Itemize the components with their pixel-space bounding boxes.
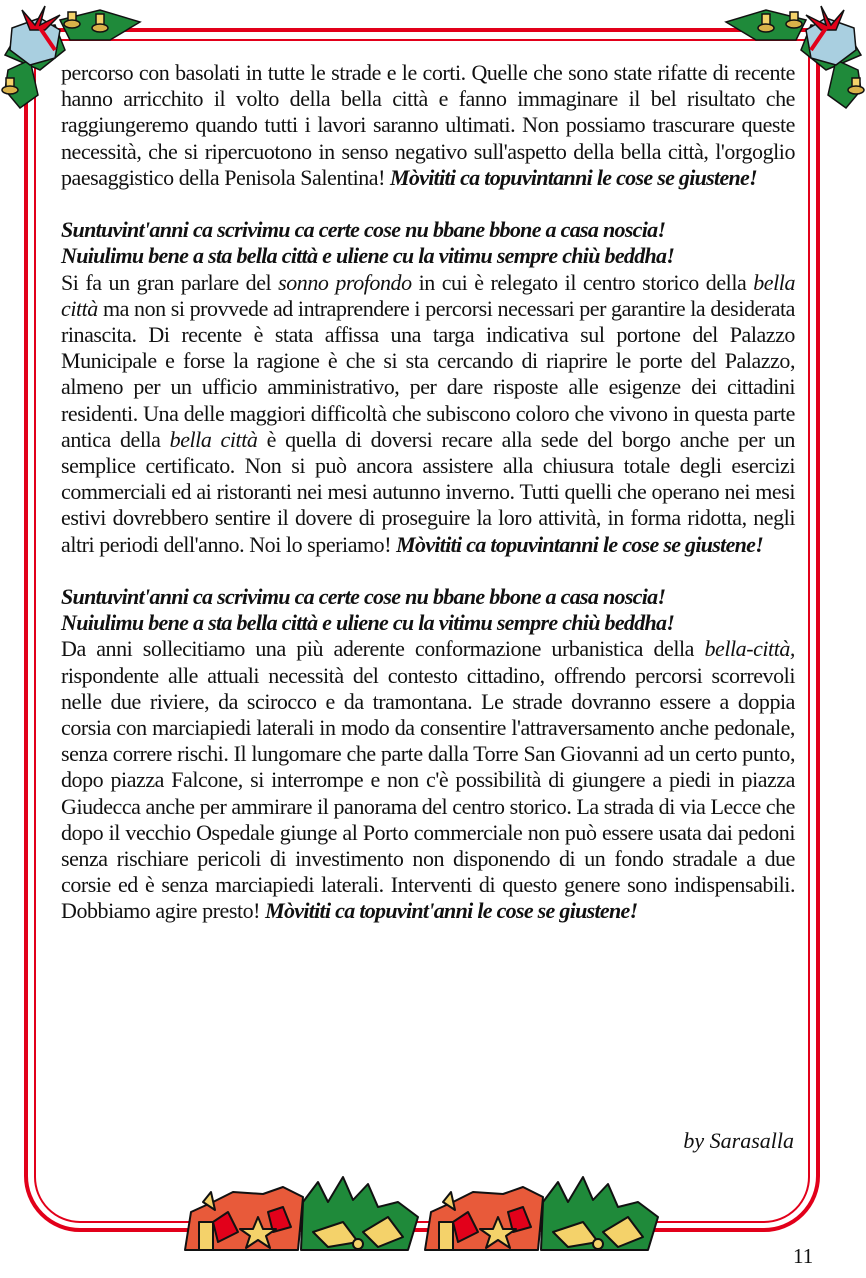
paragraph-1 [61,60,795,191]
article-body [61,60,795,951]
emphasis-text: bella città [61,269,795,321]
dialect-closing-phrase: Mòvititi ca topuvintanni le cose se giustene! [396,531,764,557]
dialect-motto-line-1: Suntuvint'anni ca scrivimu ca certe cose nu bbane bbone a casa noscia! [61,217,666,243]
paragraph-2 [61,217,795,558]
christmas-garland-icon-bottom [183,1172,668,1254]
paragraph-text: ma non si provvede ad intraprendere i percorsi necessari per garantire la desiderata rinascita. Di recente è stata affissa una targa indicativa sul portone del Palazzo Municipale e forse la ragione è che si sta cercando di riaprire le porte del Palazzo, almeno per un ufficio amministrativo, per dare risposte alle esigenze dei cittadini residenti. Una delle maggiori difficoltà che subiscono coloro che vivono in questa parte antica della [61,295,795,452]
author-signature: by Sarasalla [683,1128,794,1153]
paragraph-text: rispondente alle attuali necessità del contesto cittadino, offrendo percorsi scorrevoli nelle due riviere, da scirocco e da tramontana. Le strade dovranno essere a doppia corsia con marciapiedi laterali in modo da consentire l'attraversamento anche pedonale, senza correre rischi. Il lungomare che parte dalla Torre San Giovanni ad un certo punto, dopo piazza Falcone, si interrompe e non c'è possibilità di giungere a piedi in piazza Giudecca anche per ammirare il panorama del centro storico. La strada di via Lecce che dopo il vecchio Ospedale giunge al Porto commerciale non può essere usata dai pedoni senza rischiare pericoli di investimento non disponendo di un fondo stradale a due corsie ed è senza marciapiedi laterali. Interventi di questo genere sono indispensabili. Dobbiamo agire presto! [61,662,795,924]
paragraph-text: percorso con basolati in tutte le strade e le corti. Quelle che sono state rifatte di recente hanno arricchito il volto della bella città e fanno immaginare il bel risultato che raggiungeremo quando tutti i lavori saranno ultimati. Non possiamo trascurare queste necessità, che si ripercuotono in senso negativo sull'aspetto della bella città, l'orgoglio paesaggistico della Penisola Salentina! [61,60,795,190]
paragraph-text: in cui è relegato il centro storico della [411,269,754,295]
emphasis-text: bella-città, [704,636,795,662]
emphasis-text: sonno profondo [278,269,412,295]
dialect-motto-line-2: Nuiulimu bene a sta bella città e uliene cu la vitimu sempre chiù beddha! [61,243,675,269]
dialect-closing-phrase: Mòvititi ca topuvintanni le cose se giustene! [390,164,757,190]
emphasis-text: bella città [169,426,258,452]
paragraph-3 [61,584,795,925]
dialect-motto-line-2: Nuiulimu bene a sta bella città e uliene cu la vitimu sempre chiù beddha! [61,610,675,636]
paragraph-text: è quella di doversi recare alla sede del borgo anche per un semplice certificato. Non si può ancora assistere alla chiusura totale degli esercizi commerciali ed ai ristoranti nei mesi autunno inverno. Tutti quelli che operano nei mesi estivi dovrebbero sentire il dovere di proseguire la loro attività, in forma ridotta, negli altri periodi dell'anno. Noi lo speriamo! [61,426,795,557]
page-number: 11 [793,1244,814,1268]
dialect-motto-line-1: Suntuvint'anni ca scrivimu ca certe cose nu bbane bbone a casa noscia! [61,584,666,610]
paragraph-text: Da anni sollecitiamo una più aderente conformazione urbanistica della [61,636,705,662]
dialect-closing-phrase: Mòvititi ca topuvint'anni le cose se giustene! [265,898,638,924]
paragraph-text: Si fa un gran parlare del [61,269,279,295]
